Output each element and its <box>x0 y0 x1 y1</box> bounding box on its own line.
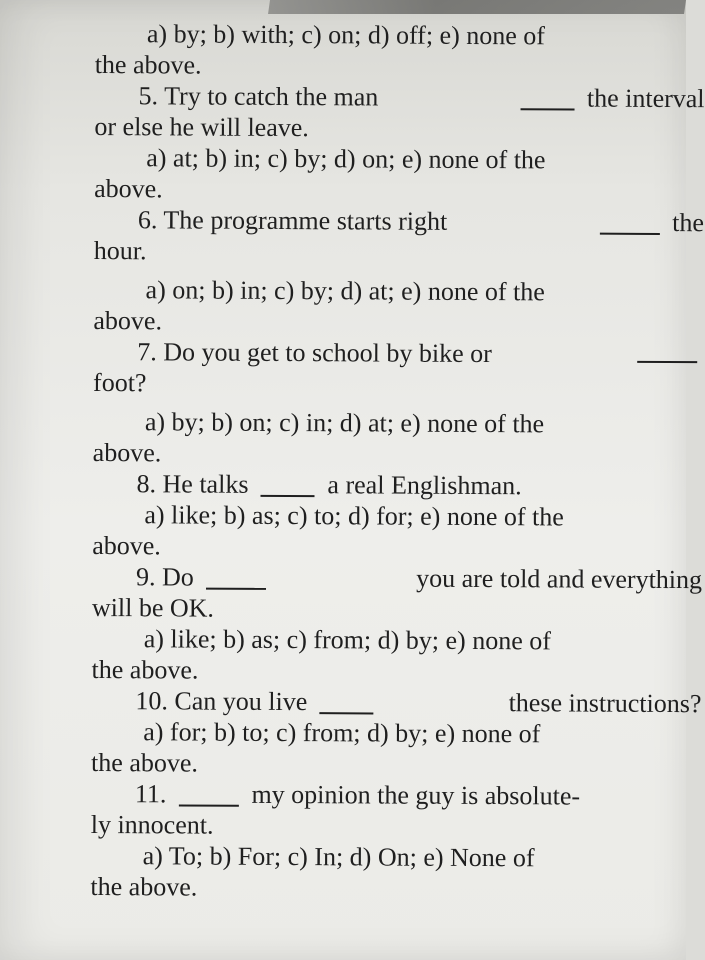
question-line <box>94 204 704 238</box>
continuation-line: or else he will leave. <box>94 111 309 143</box>
continuation-line: foot? <box>93 367 147 398</box>
question-10-suffix: these instructions? <box>508 688 702 719</box>
continuation-line: the above. <box>91 654 199 685</box>
answer-line: a) like; b) as; c) to; d) for; e) none of the <box>144 500 564 532</box>
page-top-edge <box>268 0 686 14</box>
blank-line <box>600 232 660 235</box>
question-5-suffix: the interval <box>586 83 705 114</box>
question-5-text: 5. Try to catch the man <box>138 81 379 112</box>
answer-line: a) at; b) in; c) by; d) on; e) none of the <box>146 143 546 175</box>
question-line <box>91 778 661 812</box>
question-6-suffix: the <box>672 208 705 238</box>
question-8-suffix: a real Englishman. <box>327 470 522 501</box>
continuation-line: the above. <box>94 49 202 80</box>
answer-line: a) by; b) on; c) in; d) at; e) none of the <box>144 407 545 439</box>
question-line <box>95 80 705 114</box>
continuation-line: above. <box>93 305 163 336</box>
question-line <box>93 336 703 370</box>
question-line <box>92 561 702 595</box>
continuation-line: above. <box>92 437 162 468</box>
continuation-line: will be OK. <box>91 592 215 623</box>
continuation-line: hour. <box>93 235 147 266</box>
question-11-text: 11. <box>134 779 167 809</box>
blank-line <box>637 360 697 363</box>
question-11-suffix: my opinion the guy is absolute- <box>251 779 581 811</box>
answer-line: a) for; b) to; c) from; d) by; e) none of <box>143 717 541 749</box>
answer-line: a) by; b) with; c) on; d) off; e) none of <box>146 19 546 51</box>
continuation-line: above. <box>94 173 163 204</box>
blank-line <box>320 711 374 714</box>
answer-line: a) on; b) in; c) by; d) at; e) none of the <box>145 275 545 307</box>
continuation-line: the above. <box>91 747 199 778</box>
continuation-line: ly innocent. <box>90 809 214 840</box>
question-9-text: 9. Do <box>135 562 194 592</box>
answer-line: a) like; b) as; c) from; d) by; e) none of <box>143 624 552 656</box>
question-line <box>91 685 701 719</box>
question-6-text: 6. The programme starts right <box>137 205 448 236</box>
blank-line <box>179 803 239 806</box>
continuation-line: above. <box>92 530 161 561</box>
question-8-text: 8. He talks <box>136 469 249 499</box>
exercise-text <box>90 18 705 905</box>
question-line <box>92 468 662 502</box>
blank-line <box>206 587 266 590</box>
question-7-text: 7. Do you get to school by bike or <box>137 337 492 369</box>
blank-line <box>520 107 574 110</box>
blank-line <box>261 494 315 497</box>
question-10-text: 10. Can you live <box>135 686 308 717</box>
question-9-suffix: you are told and everything <box>416 563 703 595</box>
answer-line: a) To; b) For; c) In; d) On; e) None of <box>142 841 535 873</box>
continuation-line: the above. <box>90 871 198 902</box>
